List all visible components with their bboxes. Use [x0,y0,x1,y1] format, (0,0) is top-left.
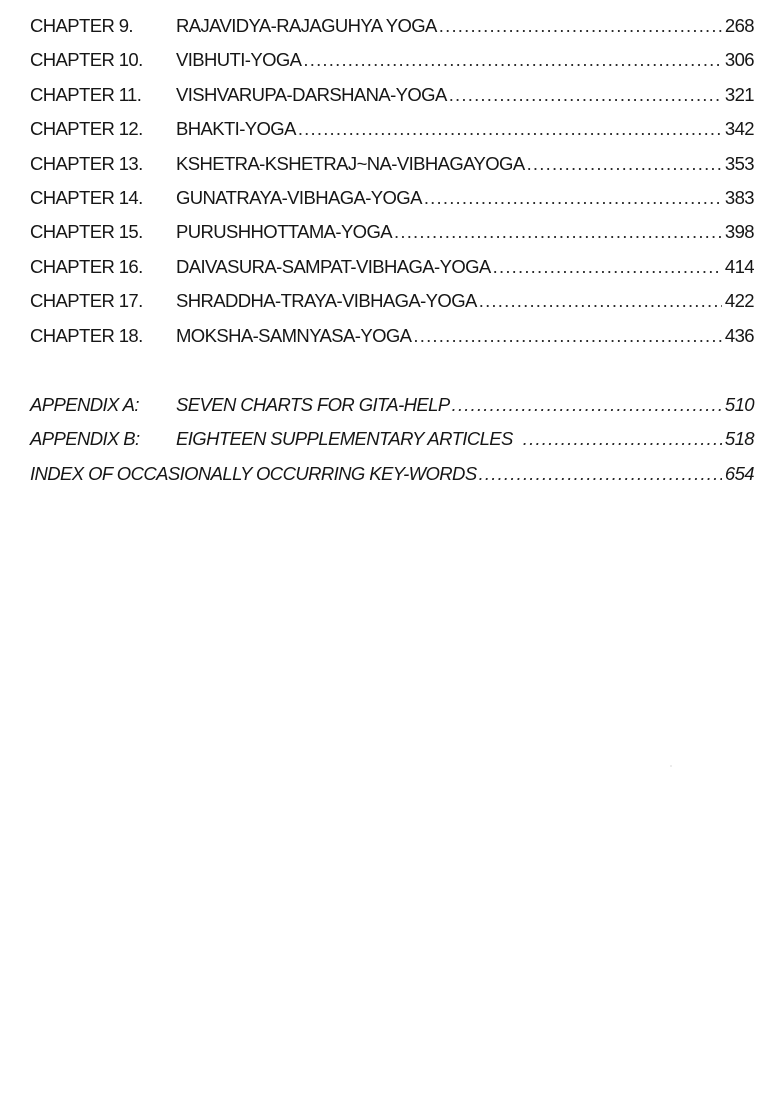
dot-leader [479,463,722,485]
chapter-title: PURUSHHOTTAMA-YOGA [176,221,393,243]
table-of-contents [30,15,754,497]
chapter-title: VISHVARUPA-DARSHANA-YOGA [176,83,447,105]
page-number: 306 [724,49,754,71]
chapter-title: KSHETRA-KSHETRAJ~NA-VIBHAGAYOGA [176,152,525,174]
dot-leader [424,187,722,209]
page-number: 398 [724,221,754,243]
scan-speck [670,765,672,767]
appendix-list [30,394,754,497]
dot-leader [449,84,722,106]
chapter-label: CHAPTER 13. [30,152,143,174]
chapter-list [30,15,754,359]
toc-entry-appendix-a[interactable] [30,394,754,428]
dot-leader [527,153,722,175]
toc-entry-chapter-12[interactable] [30,118,754,152]
page-number: 414 [724,255,754,277]
toc-entry-index[interactable] [30,463,754,497]
toc-entry-chapter-10[interactable] [30,49,754,83]
chapter-title: BHAKTI-YOGA [176,118,296,140]
toc-entry-appendix-b[interactable] [30,428,754,462]
page-number: 321 [724,83,754,105]
chapter-title: SHRADDHA-TRAYA-VIBHAGA-YOGA [176,290,477,312]
chapter-label: CHAPTER 11. [30,83,142,105]
chapter-label: CHAPTER 10. [30,49,143,71]
dot-leader [523,428,722,450]
dot-leader [298,118,722,140]
dot-leader [413,325,722,347]
chapter-title: MOKSHA-SAMNYASA-YOGA [176,324,412,346]
chapter-label: CHAPTER 9. [30,15,133,36]
chapter-label: CHAPTER 14. [30,186,143,208]
dot-leader [394,221,722,243]
dot-leader [439,15,722,37]
toc-entry-chapter-18[interactable] [30,325,754,359]
chapter-label: CHAPTER 12. [30,118,143,140]
page-number: 518 [724,428,754,450]
chapter-title: DAIVASURA-SAMPAT-VIBHAGA-YOGA [176,255,491,277]
page-number: 342 [724,118,754,140]
dot-leader [479,290,722,312]
page-number: 383 [724,186,754,208]
toc-entry-chapter-15[interactable] [30,221,754,255]
chapter-label: CHAPTER 18. [30,324,143,346]
toc-entry-chapter-16[interactable] [30,256,754,290]
appendix-title: EIGHTEEN SUPPLEMENTARY ARTICLES [176,428,513,450]
toc-entry-chapter-11[interactable] [30,84,754,118]
index-title: INDEX OF OCCASIONALLY OCCURRING KEY-WORDS [30,462,477,484]
appendix-label: APPENDIX B: [30,428,140,450]
toc-entry-chapter-9[interactable] [30,15,754,49]
toc-entry-chapter-17[interactable] [30,290,754,324]
chapter-label: CHAPTER 15. [30,221,143,243]
toc-entry-chapter-14[interactable] [30,187,754,221]
page-number: 353 [724,152,754,174]
appendix-label: APPENDIX A: [30,393,139,415]
section-spacer [30,359,754,394]
chapter-title: GUNATRAYA-VIBHAGA-YOGA [176,186,422,208]
page-number: 422 [724,290,754,312]
chapter-title: RAJAVIDYA-RAJAGUHYA YOGA [176,15,437,36]
appendix-title: SEVEN CHARTS FOR GITA-HELP [176,393,450,415]
page-number: 510 [724,393,754,415]
chapter-title: VIBHUTI-YOGA [176,49,302,71]
chapter-label: CHAPTER 17. [30,290,143,312]
dot-leader [452,394,722,416]
toc-entry-chapter-13[interactable] [30,153,754,187]
dot-leader [493,256,722,278]
page-number: 436 [724,324,754,346]
dot-leader [303,49,722,71]
chapter-label: CHAPTER 16. [30,255,143,277]
page-number: 654 [724,462,754,484]
page-number: 268 [724,15,754,36]
